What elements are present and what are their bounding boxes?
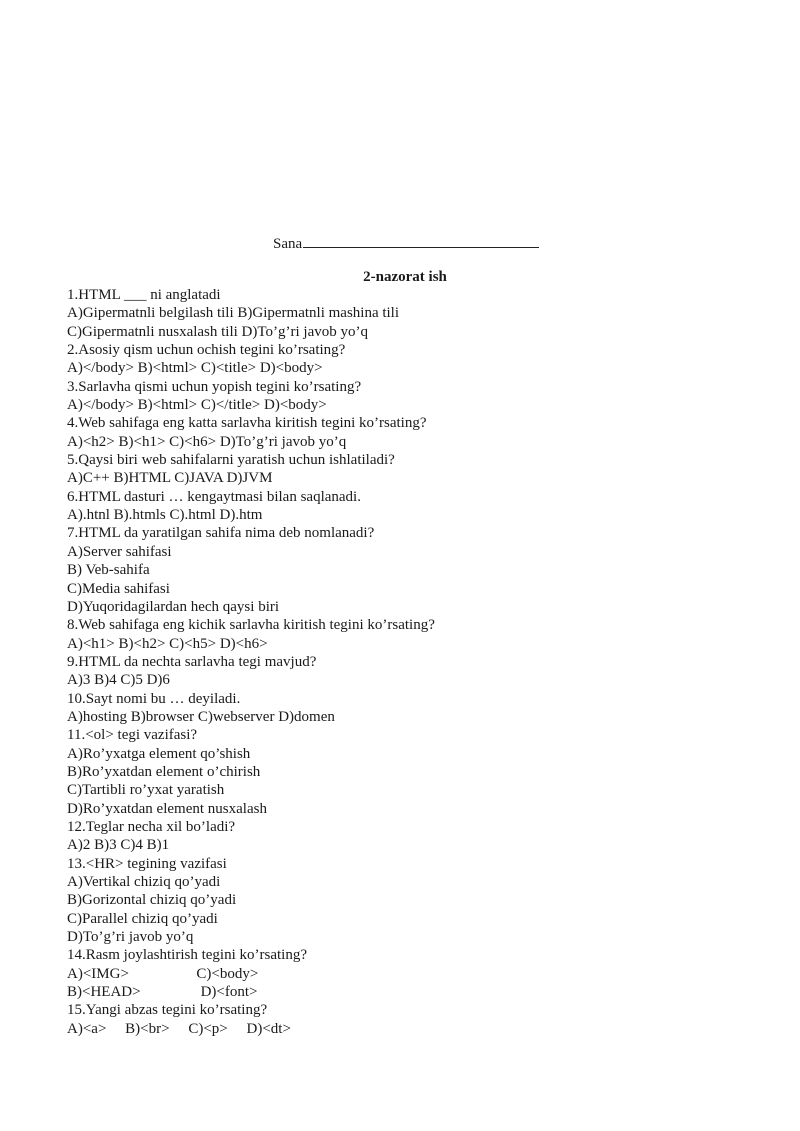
answer-line: A)C++ B)HTML C)JAVA D)JVM (67, 470, 273, 487)
answer-line: A)<a> B)<br> C)<p> D)<dt> (67, 1020, 291, 1037)
date-blank-line (303, 232, 539, 248)
question-list (67, 286, 767, 1038)
question-5: 5.Qaysi biri web sahifalarni yaratish uchun ishlatiladi? (67, 452, 395, 469)
answer-line: C)Gipermatnli nusxalash tili D)To’g’ri javob yo’q (67, 323, 368, 340)
question-6: 6.HTML dasturi … kengaytmasi bilan saqlanadi. (67, 488, 361, 505)
answer-line: A)</body> B)<html> C)</title> D)<body> (67, 397, 327, 414)
question-14: 14.Rasm joylashtirish tegini ko’rsating? (67, 947, 307, 964)
answer-line: B)Ro’yxatdan element o’chirish (67, 763, 261, 780)
question-7: 7.HTML da yaratilgan sahifa nima deb nomlanadi? (67, 525, 375, 542)
date-label: Sana (273, 236, 303, 252)
answer-line: C)Media sahifasi (67, 580, 170, 597)
answer-line: A)2 B)3 C)4 B)1 (67, 837, 170, 854)
question-2: 2.Asosiy qism uchun ochish tegini ko’rsating? (67, 342, 346, 359)
answer-line: C)Tartibli ro’yxat yaratish (67, 782, 225, 799)
question-13: 13.<HR> tegining vazifasi (67, 855, 227, 872)
question-12: 12.Teglar necha xil bo’ladi? (67, 818, 236, 835)
answer-line: A)<IMG> C)<body> (67, 965, 259, 982)
question-9: 9.HTML da nechta sarlavha tegi mavjud? (67, 653, 317, 670)
answer-line: A)3 B)4 C)5 D)6 (67, 672, 170, 689)
answer-line: A).htnl B).htmls C).html D).htm (67, 507, 263, 524)
answer-line: B) Veb-sahifa (67, 562, 150, 579)
question-1: 1.HTML ___ ni anglatadi (67, 287, 221, 303)
question-8: 8.Web sahifaga eng kichik sarlavha kiritish tegini ko’rsating? (67, 617, 435, 634)
document-title: 2-nazorat ish (363, 269, 447, 285)
answer-line: D)Yuqoridagilardan hech qaysi biri (67, 598, 280, 615)
question-10: 10.Sayt nomi bu … deyiladi. (67, 690, 241, 707)
date-field (273, 232, 539, 254)
answer-line: D)To’g’ri javob yo’q (67, 929, 194, 946)
question-15: 15.Yangi abzas tegini ko’rsating? (67, 1002, 268, 1019)
answer-line: A)</body> B)<html> C)<title> D)<body> (67, 360, 323, 377)
answer-line: A)Vertikal chiziq qo’yadi (67, 874, 221, 890)
answer-line: A)<h1> B)<h2> C)<h5> D)<h6> (67, 635, 268, 652)
question-11: 11.<ol> tegi vazifasi? (67, 727, 198, 744)
answer-line: A)Gipermatnli belgilash tili B)Gipermatnli mashina tili (67, 305, 400, 322)
answer-line: C)Parallel chiziq qo’yadi (67, 910, 218, 927)
answer-line: A)Server sahifasi (67, 543, 172, 560)
answer-line: A)<h2> B)<h1> C)<h6> D)To’g’ri javob yo’q (67, 433, 347, 450)
answer-line: A)hosting B)browser C)webserver D)domen (67, 708, 335, 725)
question-4: 4.Web sahifaga eng katta sarlavha kiritish tegini ko’rsating? (67, 415, 427, 432)
answer-line: B)<HEAD> D)<font> (67, 984, 258, 1001)
question-3: 3.Sarlavha qismi uchun yopish tegini ko’rsating? (67, 378, 362, 395)
answer-line: B)Gorizontal chiziq qo’yadi (67, 892, 237, 909)
answer-line: A)Ro’yxatga element qo’shish (67, 745, 251, 762)
answer-line: D)Ro’yxatdan element nusxalash (67, 800, 267, 817)
